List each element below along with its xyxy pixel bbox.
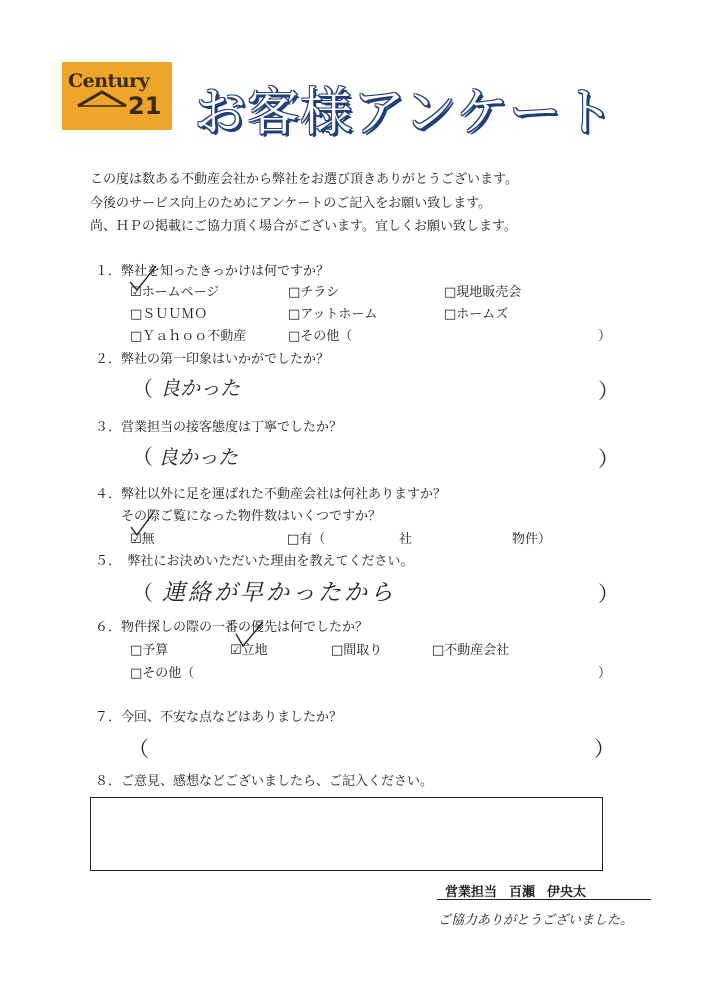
sales-role: 営業担当: [445, 885, 498, 900]
q1-option-other[interactable]: □その他（: [288, 329, 353, 344]
q6-option-budget[interactable]: □予算: [130, 643, 169, 658]
q4-unit-property: 物件）: [512, 532, 552, 547]
sales-signature: [445, 881, 586, 900]
q6-option-location[interactable]: ☑立地: [230, 643, 268, 658]
q2-close-paren: ）: [598, 379, 619, 403]
q4-option-yes[interactable]: □有（: [287, 532, 326, 547]
intro-line-1: この度は数ある不動産会社から弊社をお選び頂きありがとうございます。: [90, 172, 518, 187]
house-roof-icon: [76, 88, 128, 108]
logo-word: Century: [68, 70, 150, 92]
question-1: １．弊社を知ったきっかけは何ですか？: [95, 264, 330, 279]
q1-option-homepage[interactable]: ☑ホームページ: [130, 285, 220, 300]
sales-given-name: 伊央太: [547, 885, 587, 900]
q2-answer[interactable]: 良かった: [160, 376, 240, 400]
q6-check-mark-icon: [232, 620, 266, 650]
q7-open-paren: （: [128, 737, 149, 761]
q6-option-floorplan[interactable]: □間取り: [331, 643, 383, 658]
question-8: ８．ご意見、感想などございましたら、ご記入ください。: [95, 774, 434, 789]
intro-line-3: 尚、ＨＰの掲載にご協力頂く場合がございます。宜しくお願い致します。: [90, 219, 517, 234]
q1-option-open-house[interactable]: □現地販売会: [444, 285, 522, 300]
comment-textarea[interactable]: [90, 797, 603, 871]
signature-underline: [437, 899, 651, 900]
sales-surname: 百瀬: [509, 885, 536, 900]
q2-open-paren: （: [132, 377, 153, 401]
q1-option-athome[interactable]: □アットホーム: [288, 307, 378, 322]
q1-option-homes[interactable]: □ホームズ: [444, 307, 509, 322]
question-2: ２．弊社の第一印象はいかがでしたか？: [95, 352, 330, 367]
q7-close-paren: ）: [594, 737, 615, 761]
q1-check-mark-icon: [127, 264, 159, 294]
thank-you-text: ご協力ありがとうございました。: [438, 913, 634, 928]
q3-close-paren: ）: [598, 447, 619, 471]
question-4: ４．弊社以外に足を運ばれた不動産会社は何社ありますか？: [95, 487, 447, 502]
survey-title: お客様アンケート: [194, 83, 615, 143]
q1-option-yahoo[interactable]: □Ｙａｈｏｏ不動産: [130, 329, 247, 344]
question-6: ６．物件探しの際の一番の優先は何でしたか？: [95, 620, 369, 635]
intro-line-2: 今後のサービス向上のためにアンケートのご記入をお願い致します。: [90, 196, 492, 211]
logo-number: 21: [128, 92, 162, 120]
q6-other-close: ）: [598, 666, 612, 681]
question-5: ５． 弊社にお決めいただいた理由を教えてください。: [95, 554, 414, 569]
question-4-sub: その際ご覧になった物件数はいくつですか？: [121, 509, 382, 524]
q1-option-flyer[interactable]: □チラシ: [288, 285, 340, 300]
q5-close-paren: ）: [598, 582, 619, 606]
q1-option-suumo[interactable]: □ＳＵＵＭＯ: [130, 307, 208, 322]
q6-option-other[interactable]: □その他（: [130, 666, 195, 681]
q5-answer[interactable]: 連絡が早かったから: [162, 580, 396, 606]
q3-answer[interactable]: 良かった: [158, 445, 238, 469]
q4-option-none[interactable]: ☑無: [130, 532, 155, 547]
question-7: ７．今回、不安な点などはありましたか？: [95, 710, 343, 725]
q4-unit-company: 社: [399, 532, 413, 547]
q5-open-paren: （: [132, 581, 153, 605]
century21-logo: [62, 62, 172, 130]
q1-other-close: ）: [598, 329, 612, 344]
q4-check-mark-icon: [128, 511, 156, 539]
question-3: ３．営業担当の接客態度は丁寧でしたか？: [95, 420, 343, 435]
q6-option-company[interactable]: □不動産会社: [432, 643, 510, 658]
q3-open-paren: （: [132, 445, 153, 469]
